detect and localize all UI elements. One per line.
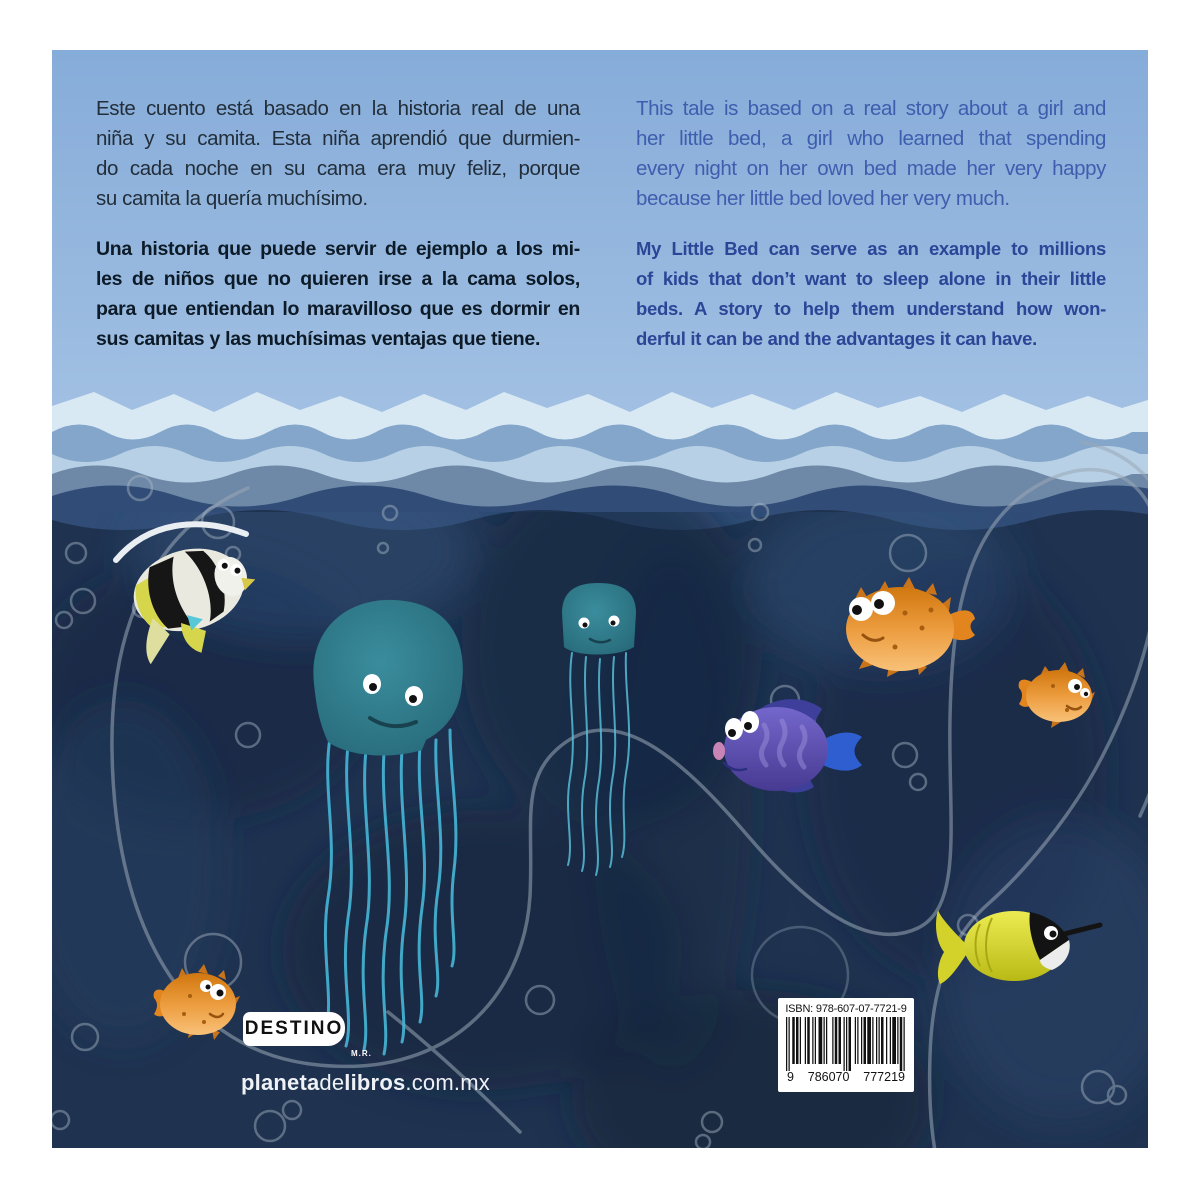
website-segment: de xyxy=(319,1070,345,1095)
text-line: beds. A story to help them understand how won- xyxy=(636,298,1106,319)
isbn-barcode xyxy=(778,998,914,1092)
text-line: su camita la quería muchísimo. xyxy=(96,187,368,210)
website-segment: libros xyxy=(344,1070,406,1095)
publisher-logo-destino xyxy=(243,1012,345,1046)
website-segment: planeta xyxy=(241,1070,320,1095)
website-segment: .com.mx xyxy=(405,1070,490,1095)
publisher-logo-text: DESTINO xyxy=(244,1018,344,1039)
text-line: para que entiendan lo maravilloso que es dormir en xyxy=(96,298,580,320)
text-line: do cada noche en su cama era muy feliz, porque xyxy=(96,157,580,180)
barcode-digit-group: 786070 xyxy=(807,1070,850,1084)
publisher-website xyxy=(241,1070,490,1096)
text-line: of kids that don’t want to sleep alone in their little xyxy=(636,268,1106,289)
english-paragraph-regular xyxy=(636,94,1106,214)
text-line: les de niños que no quieren irse a la cama solos, xyxy=(96,268,580,290)
barcode-digits xyxy=(787,1070,905,1084)
barcode-digit-group: 777219 xyxy=(863,1070,905,1084)
text-line: sus camitas y las muchísimas ventajas que tiene. xyxy=(96,328,541,350)
text-line: niña y su camita. Esta niña aprendió que durmien- xyxy=(96,127,580,150)
spanish-paragraph-regular xyxy=(96,94,580,214)
text-line: My Little Bed can serve as an example to millions xyxy=(636,238,1106,259)
english-paragraph-bold xyxy=(636,234,1106,354)
barcode-bars xyxy=(786,1017,906,1071)
text-line: derful it can be and the advantages it can have. xyxy=(636,328,1037,349)
text-line: Una historia que puede servir de ejemplo a los mi- xyxy=(96,238,580,260)
barcode-digit-group: 9 xyxy=(787,1070,794,1084)
trademark-label: M.R. xyxy=(351,1049,372,1058)
spanish-paragraph-bold xyxy=(96,234,580,354)
book-back-cover xyxy=(52,50,1148,1148)
text-line: her little bed, a girl who learned that spending xyxy=(636,127,1106,150)
isbn-label: ISBN: 978-607-07-7721-9 xyxy=(785,1003,907,1015)
underwater-scene xyxy=(52,50,1148,1148)
text-line: every night on her own bed made her very happy xyxy=(636,157,1106,180)
text-line: Este cuento está basado en la historia real de una xyxy=(96,97,580,120)
text-line: This tale is based on a real story about a girl and xyxy=(636,97,1106,120)
text-line: because her little bed loved her very much. xyxy=(636,187,1010,210)
